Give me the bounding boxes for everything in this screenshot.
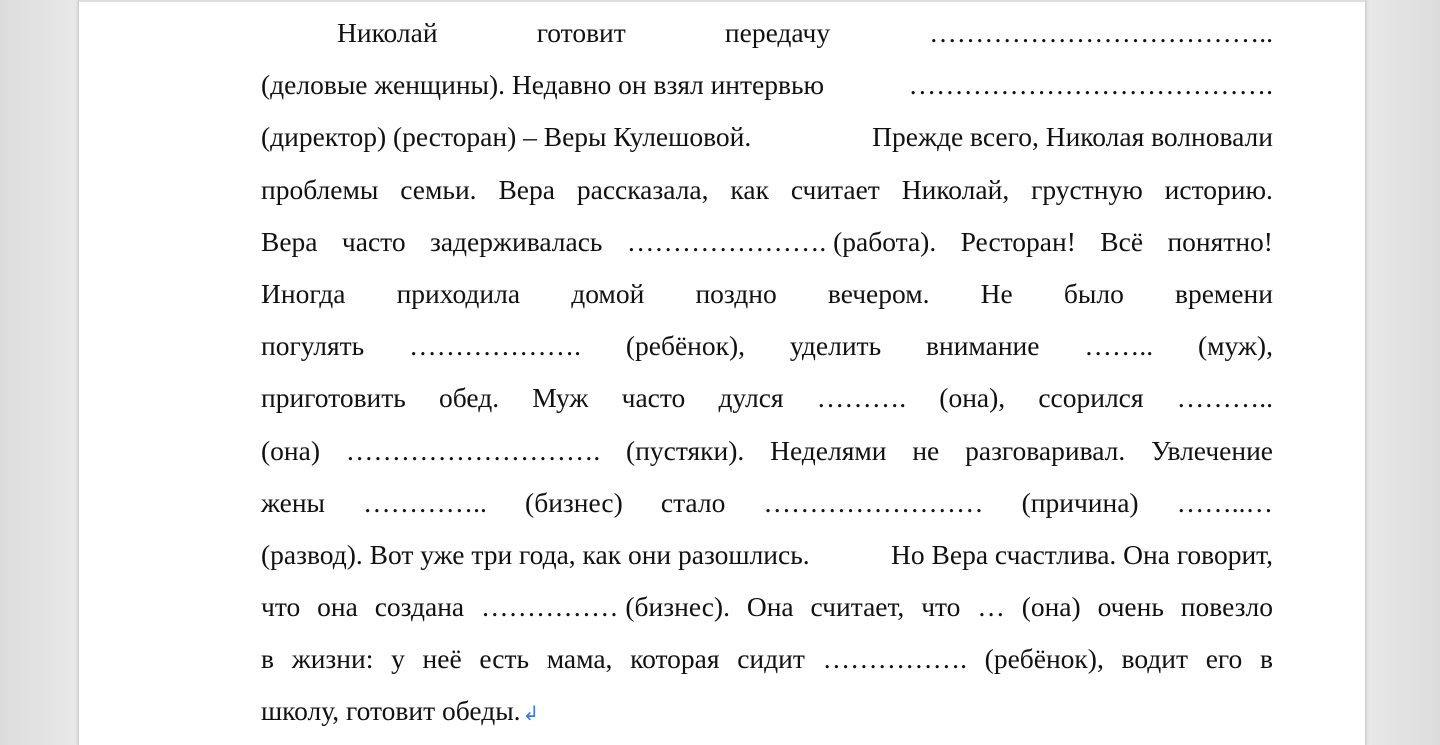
text-segment: грустную [1031, 173, 1143, 205]
text-segment: ……………………………….. [929, 17, 1273, 48]
text-segment: разговаривал. [965, 434, 1126, 466]
text-segment: приходила [396, 277, 521, 309]
text-line [261, 7, 1273, 59]
text-segment: (пустяки). [626, 434, 745, 466]
text-segment: …………………. (работа). [626, 225, 937, 257]
text-segment: (ребёнок), [984, 643, 1104, 675]
text-segment: она [317, 591, 358, 623]
text-segment: школу, готовит обеды. [261, 695, 521, 727]
text-line [261, 529, 1273, 581]
text-segment: проблемы [261, 173, 379, 205]
text-segment: …………… (бизнес). [481, 591, 730, 623]
text-segment: Муж [532, 382, 589, 414]
text-segment: жизни: [291, 643, 374, 675]
text-line [261, 320, 1273, 372]
text-segment: ……..… [1176, 486, 1273, 518]
text-segment: (директор) (ресторан) – Веры Кулешовой. [261, 121, 752, 153]
text-segment: рассказала, [576, 173, 709, 205]
text-segment: (муж), [1197, 330, 1273, 362]
text-line [261, 216, 1273, 268]
text-line [261, 633, 1273, 685]
text-line [261, 111, 1273, 163]
text-segment: …….. [1084, 330, 1154, 362]
text-segment: не [912, 434, 940, 466]
text-segment: повезло [1180, 591, 1273, 623]
text-segment: …………………………………. [908, 69, 1273, 101]
text-segment: ………………. [409, 330, 581, 362]
text-segment: считает [790, 173, 880, 205]
page-top-edge [79, 0, 1365, 2]
text-segment: погулять [261, 330, 365, 362]
text-segment: Николай [337, 17, 438, 48]
text-segment: у [391, 643, 405, 675]
text-segment: Не [980, 277, 1013, 309]
text-segment: ссорился [1038, 382, 1144, 414]
text-segment: которая [630, 643, 720, 675]
text-segment: Неделями [770, 434, 887, 466]
text-segment: поздно [695, 277, 777, 309]
text-segment: было [1063, 277, 1124, 309]
text-segment: ……………. [822, 643, 967, 675]
text-segment: считает, [810, 591, 905, 623]
text-segment: … [977, 591, 1005, 623]
text-segment: (развод). Вот уже три года, как они разошлись. [261, 538, 810, 570]
text-segment: как [730, 173, 769, 205]
text-line [261, 581, 1273, 633]
text-segment: (ребёнок), [625, 330, 746, 362]
text-segment: ………….. [363, 486, 487, 518]
text-segment: сидит [737, 643, 805, 675]
text-segment: Вера [261, 225, 318, 257]
text-segment: Но Вера счастлива. Она говорит, [891, 538, 1273, 570]
text-line [261, 685, 1273, 737]
text-segment: что [921, 591, 961, 623]
text-segment: в [261, 643, 274, 675]
text-line [261, 372, 1273, 424]
text-segment: …………………… [763, 486, 984, 518]
text-segment: жены [261, 486, 326, 518]
text-segment: создана [374, 591, 465, 623]
text-segment: дулся [718, 382, 784, 414]
text-segment: ……….. [1176, 382, 1273, 414]
text-segment: семьи. [400, 173, 477, 205]
text-segment: внимание [926, 330, 1040, 362]
text-line [261, 268, 1273, 320]
text-segment: часто [341, 225, 406, 257]
text-line [261, 477, 1273, 529]
text-segment: готовит [536, 17, 626, 48]
text-segment: очень [1097, 591, 1164, 623]
text-segment: (она) [261, 434, 320, 466]
text-segment: Вера [498, 173, 555, 205]
text-segment: обед. [439, 382, 500, 414]
text-segment: есть [479, 643, 530, 675]
text-segment: вечером. [827, 277, 930, 309]
paragraph-text[interactable] [261, 7, 1273, 738]
text-segment: Всё [1100, 225, 1144, 257]
paragraph-mark-icon: ↲ [522, 701, 540, 726]
text-segment: Иногда [261, 277, 346, 309]
text-segment: времени [1174, 277, 1273, 309]
text-segment: задерживалась [429, 225, 603, 257]
text-line [261, 425, 1273, 477]
text-segment: в [1259, 643, 1273, 675]
text-line [261, 164, 1273, 216]
text-segment: (бизнес) [525, 486, 623, 518]
text-segment: часто [621, 382, 686, 414]
text-segment: Увлечение [1151, 434, 1273, 466]
text-segment: неё [422, 643, 462, 675]
text-segment: что [261, 591, 301, 623]
text-segment: Прежде всего, Николая волновали [872, 121, 1273, 153]
text-segment: уделить [789, 330, 882, 362]
text-segment: Николай, [901, 173, 1010, 205]
text-segment: стало [660, 486, 726, 518]
text-segment: понятно! [1167, 225, 1273, 257]
text-segment: (она), [939, 382, 1006, 414]
text-segment: его [1205, 643, 1243, 675]
text-segment: (причина) [1021, 486, 1139, 518]
text-segment: приготовить [261, 382, 406, 414]
text-segment: ………………………. [345, 434, 601, 466]
text-segment: (деловые женщины). Недавно он взял интервью [261, 69, 825, 101]
text-segment: ………. [816, 382, 907, 414]
document-page[interactable] [78, 0, 1366, 745]
text-segment: Она [746, 591, 794, 623]
text-segment: водит [1121, 643, 1189, 675]
text-segment: (она) [1021, 591, 1081, 623]
text-segment: Ресторан! [960, 225, 1076, 257]
text-segment: домой [571, 277, 645, 309]
text-segment: мама, [546, 643, 613, 675]
text-line [261, 59, 1273, 111]
text-segment: передачу [724, 17, 831, 48]
text-segment: историю. [1164, 173, 1273, 205]
